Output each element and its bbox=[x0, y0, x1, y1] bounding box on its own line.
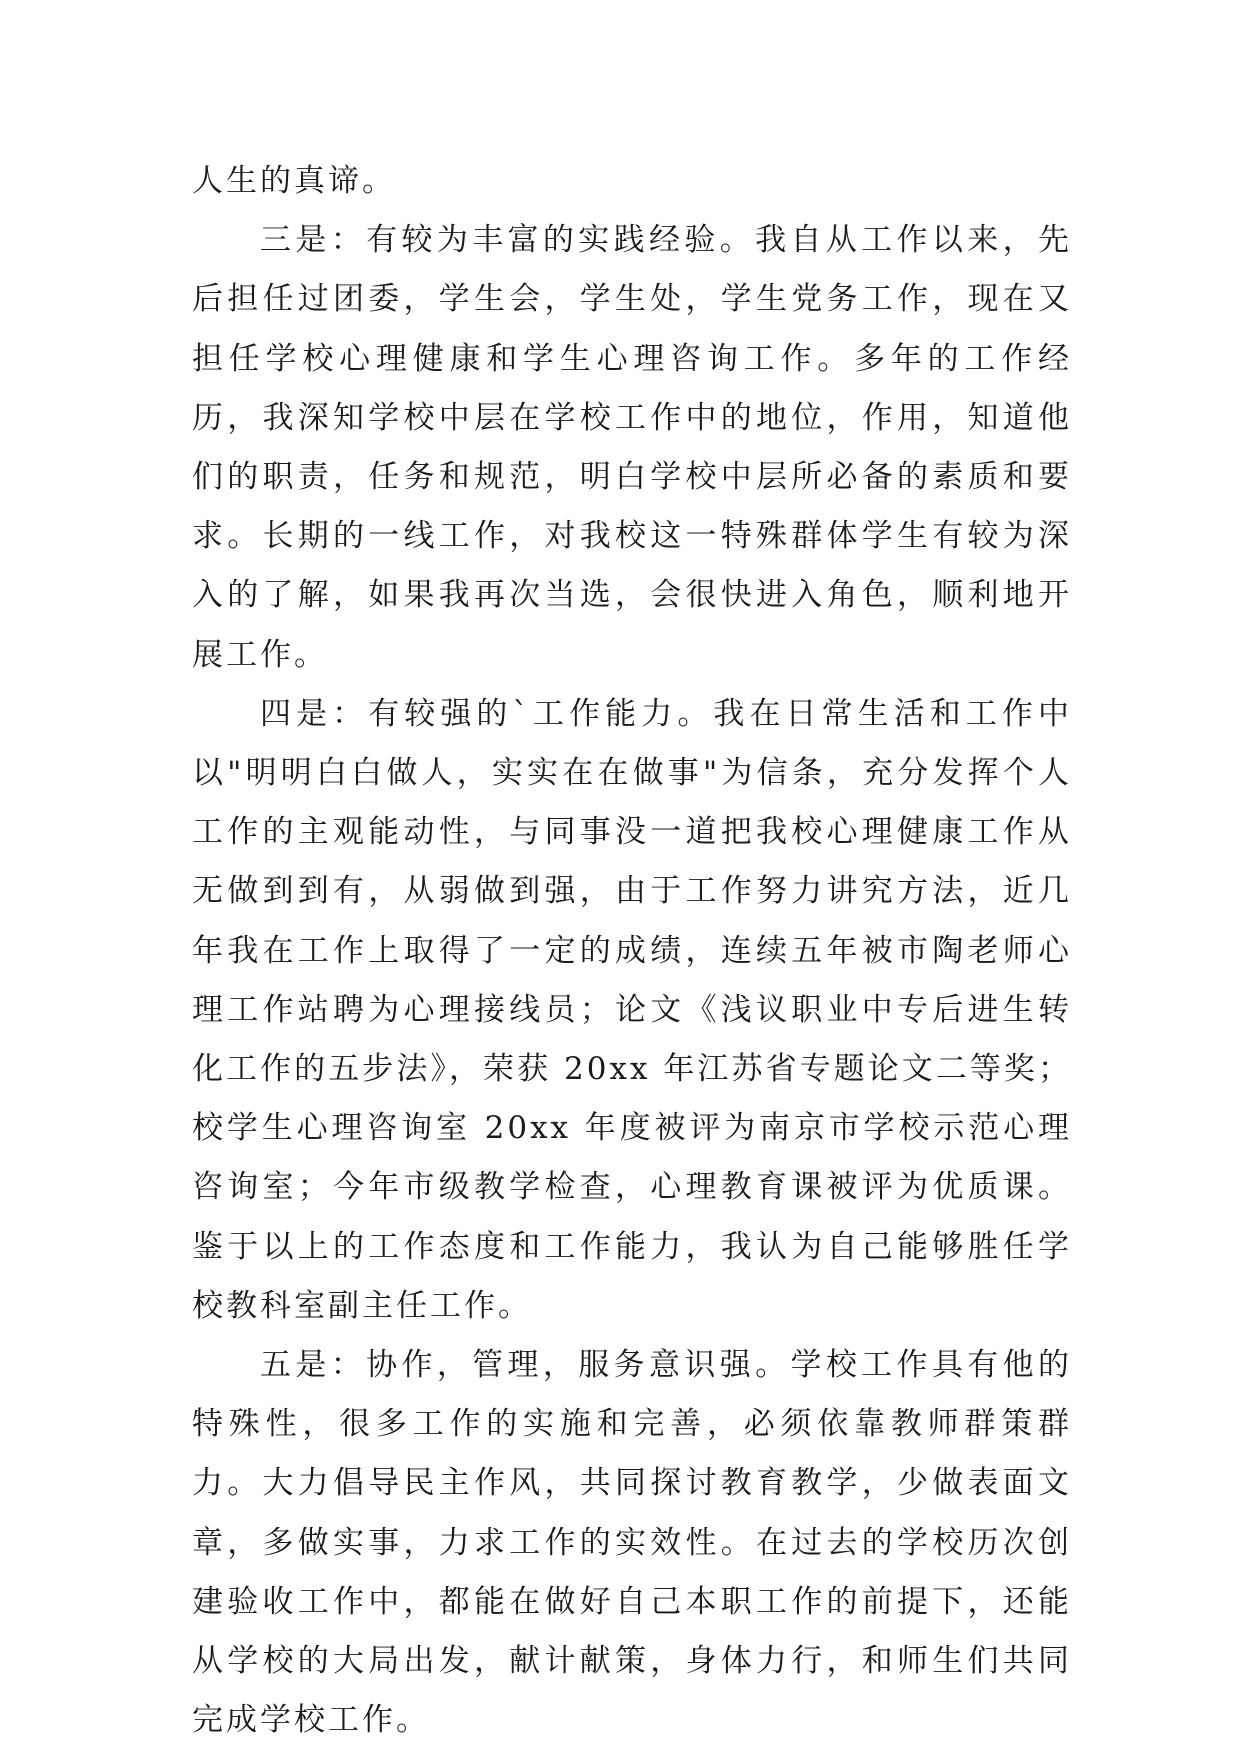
document-body bbox=[192, 152, 1072, 1750]
paragraph-point-three: 三是：有较为丰富的实践经验。我自从工作以来，先后担任过团委，学生会，学生处，学生党务工作，现在又担任学校心理健康和学生心理咨询工作。多年的工作经历，我深知学校中层在学校工作中的地位，作用，知道他们的职责，任务和规范，明白学校中层所必备的素质和要求。长期的一线工作，对我校这一特殊群体学生有较为深入的了解，如果我再次当选，会很快进入角色，顺利地开展工作。 bbox=[192, 222, 1072, 673]
paragraph-continuation: 人生的真谛。 bbox=[192, 163, 396, 199]
paragraph-point-four: 四是：有较强的`工作能力。我在日常生活和工作中以"明明白白做人，实实在在做事"为信条，充分发挥个人工作的主观能动性，与同事没一道把我校心理健康工作从无做到到有，从弱做到强，由于工作努力讲究方法，近几年我在工作上取得了一定的成绩，连续五年被市陶老师心理工作站聘为心理接线员；论文《浅议职业中专后进生转化工作的五步法》，荣获 20xx 年江苏省专题论文二等奖；校学生心理咨询室 20xx 年度被评为南京市学校示范心理咨询室；今年市级教学检查，心理教育课被评为优质课。鉴于以上的工作态度和工作能力，我认为自己能够胜任学校教科室副主任工作。 bbox=[192, 695, 1072, 1324]
paragraph-point-five: 五是：协作，管理，服务意识强。学校工作具有他的特殊性，很多工作的实施和完善，必须依靠教师群策群力。大力倡导民主作风，共同探讨教育教学，少做表面文章，多做实事，力求工作的实效性。在过去的学校历次创建验收工作中，都能在做好自己本职工作的前提下，还能从学校的大局出发，献计献策，身体力行，和师生们共同完成学校工作。 bbox=[192, 1347, 1072, 1739]
